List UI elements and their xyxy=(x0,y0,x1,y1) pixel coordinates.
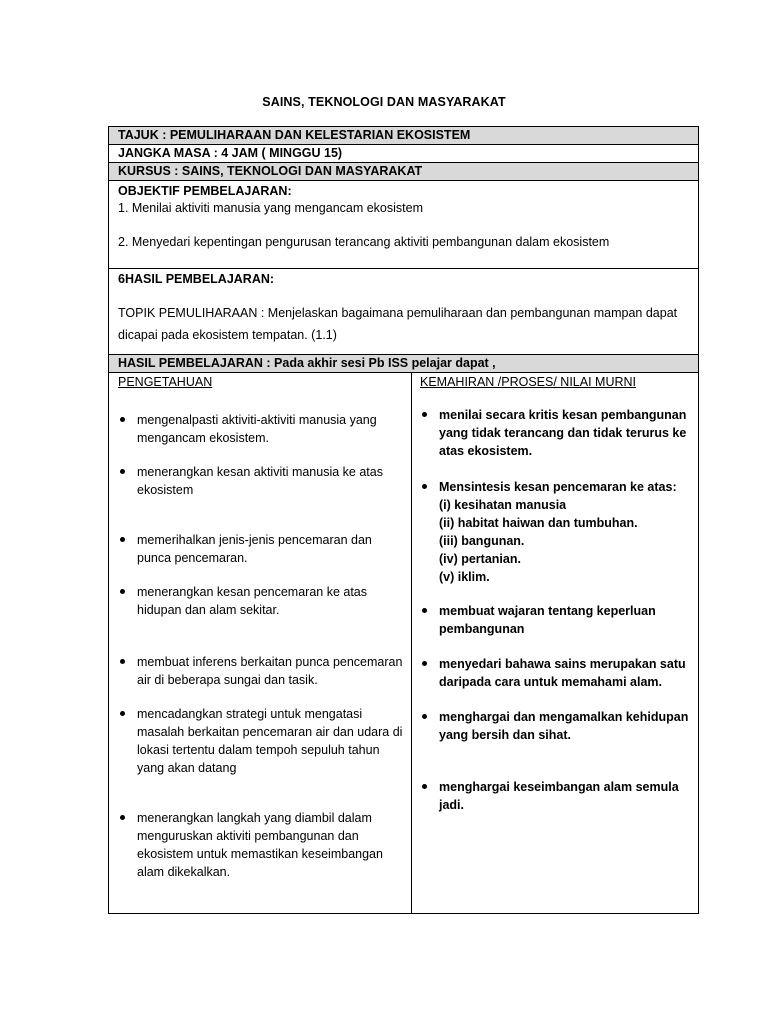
list-item: membuat wajaran tentang keperluan pembangunan xyxy=(420,602,690,638)
list-item-text: Mensintesis kesan pencemaran ke atas: xyxy=(439,480,677,494)
tajuk-row: TAJUK : PEMULIHARAAN DAN KELESTARIAN EKOSISTEM xyxy=(109,127,698,145)
kemahiran-column xyxy=(420,373,690,814)
sub-item: (ii) habitat haiwan dan tumbuhan. xyxy=(439,516,638,530)
hasil-row xyxy=(109,269,698,355)
topik-line-2: dicapai pada ekosistem tempatan. (1.1) xyxy=(118,328,337,342)
list-item: menilai secara kritis kesan pembangunan yang tidak terancang dan tidak terurus ke atas ekosistem. xyxy=(420,406,690,460)
sub-item: (i) kesihatan manusia xyxy=(439,498,567,512)
kemahiran-heading: KEMAHIRAN /PROSES/ NILAI MURNI xyxy=(420,375,637,389)
list-item: menerangkan kesan aktiviti manusia ke atas ekosistem xyxy=(118,463,406,499)
pengetahuan-column xyxy=(118,373,406,881)
list-item: mencadangkan strategi untuk mengatasi masalah berkaitan pencemaran air dan udara di lokasi tertentu dalam tempoh sepuluh tahun yang akan datang xyxy=(118,705,406,777)
objektif-item-2: 2. Menyedari kepentingan pengurusan terancang aktiviti pembangunan dalam ekosistem xyxy=(118,235,610,249)
kursus-row: KURSUS : SAINS, TEKNOLOGI DAN MASYARAKAT xyxy=(109,163,698,181)
list-item: menyedari bahawa sains merupakan satu daripada cara untuk memahami alam. xyxy=(420,655,690,691)
objektif-row xyxy=(109,181,698,269)
hasil-heading: 6HASIL PEMBELAJARAN: xyxy=(118,272,275,286)
list-item: memerihalkan jenis-jenis pencemaran dan punca pencemaran. xyxy=(118,531,406,567)
list-item xyxy=(420,478,690,586)
list-item: menghargai dan mengamalkan kehidupan yang bersih dan sihat. xyxy=(420,708,690,744)
sub-item: (iii) bangunan. xyxy=(439,534,525,548)
objektif-item-1: 1. Menilai aktiviti manusia yang mengancam ekosistem xyxy=(118,201,423,215)
list-item: menerangkan kesan pencemaran ke atas hidupan dan alam sekitar. xyxy=(118,583,406,619)
list-item: menghargai keseimbangan alam semula jadi. xyxy=(420,778,690,814)
pengetahuan-heading: PENGETAHUAN xyxy=(118,375,213,389)
list-item: mengenalpasti aktiviti-aktiviti manusia yang mengancam ekosistem. xyxy=(118,411,406,447)
hasil-bar-row: HASIL PEMBELAJARAN : Pada akhir sesi Pb ISS pelajar dapat , xyxy=(109,355,698,373)
lesson-plan-table xyxy=(108,126,699,914)
sub-list xyxy=(439,496,690,586)
two-column-section xyxy=(109,373,698,914)
kemahiran-list xyxy=(420,406,690,814)
topik-line-1: TOPIK PEMULIHARAAN : Menjelaskan bagaimana pemuliharaan dan pembangunan mampan dapat xyxy=(118,306,678,320)
jangka-masa-row: JANGKA MASA : 4 JAM ( MINGGU 15) xyxy=(109,145,698,163)
sub-item: (iv) pertanian. xyxy=(439,552,521,566)
column-divider xyxy=(411,373,412,914)
pengetahuan-list xyxy=(118,411,406,881)
list-item: menerangkan langkah yang diambil dalam menguruskan aktiviti pembangunan dan ekosistem untuk memastikan keseimbangan alam dikekalkan. xyxy=(118,809,406,881)
list-item: membuat inferens berkaitan punca pencemaran air di beberapa sungai dan tasik. xyxy=(118,653,406,689)
objektif-heading: OBJEKTIF PEMBELAJARAN: xyxy=(118,184,292,198)
document-title: SAINS, TEKNOLOGI DAN MASYARAKAT xyxy=(262,95,506,109)
topik-text xyxy=(118,302,689,346)
sub-item: (v) iklim. xyxy=(439,570,490,584)
